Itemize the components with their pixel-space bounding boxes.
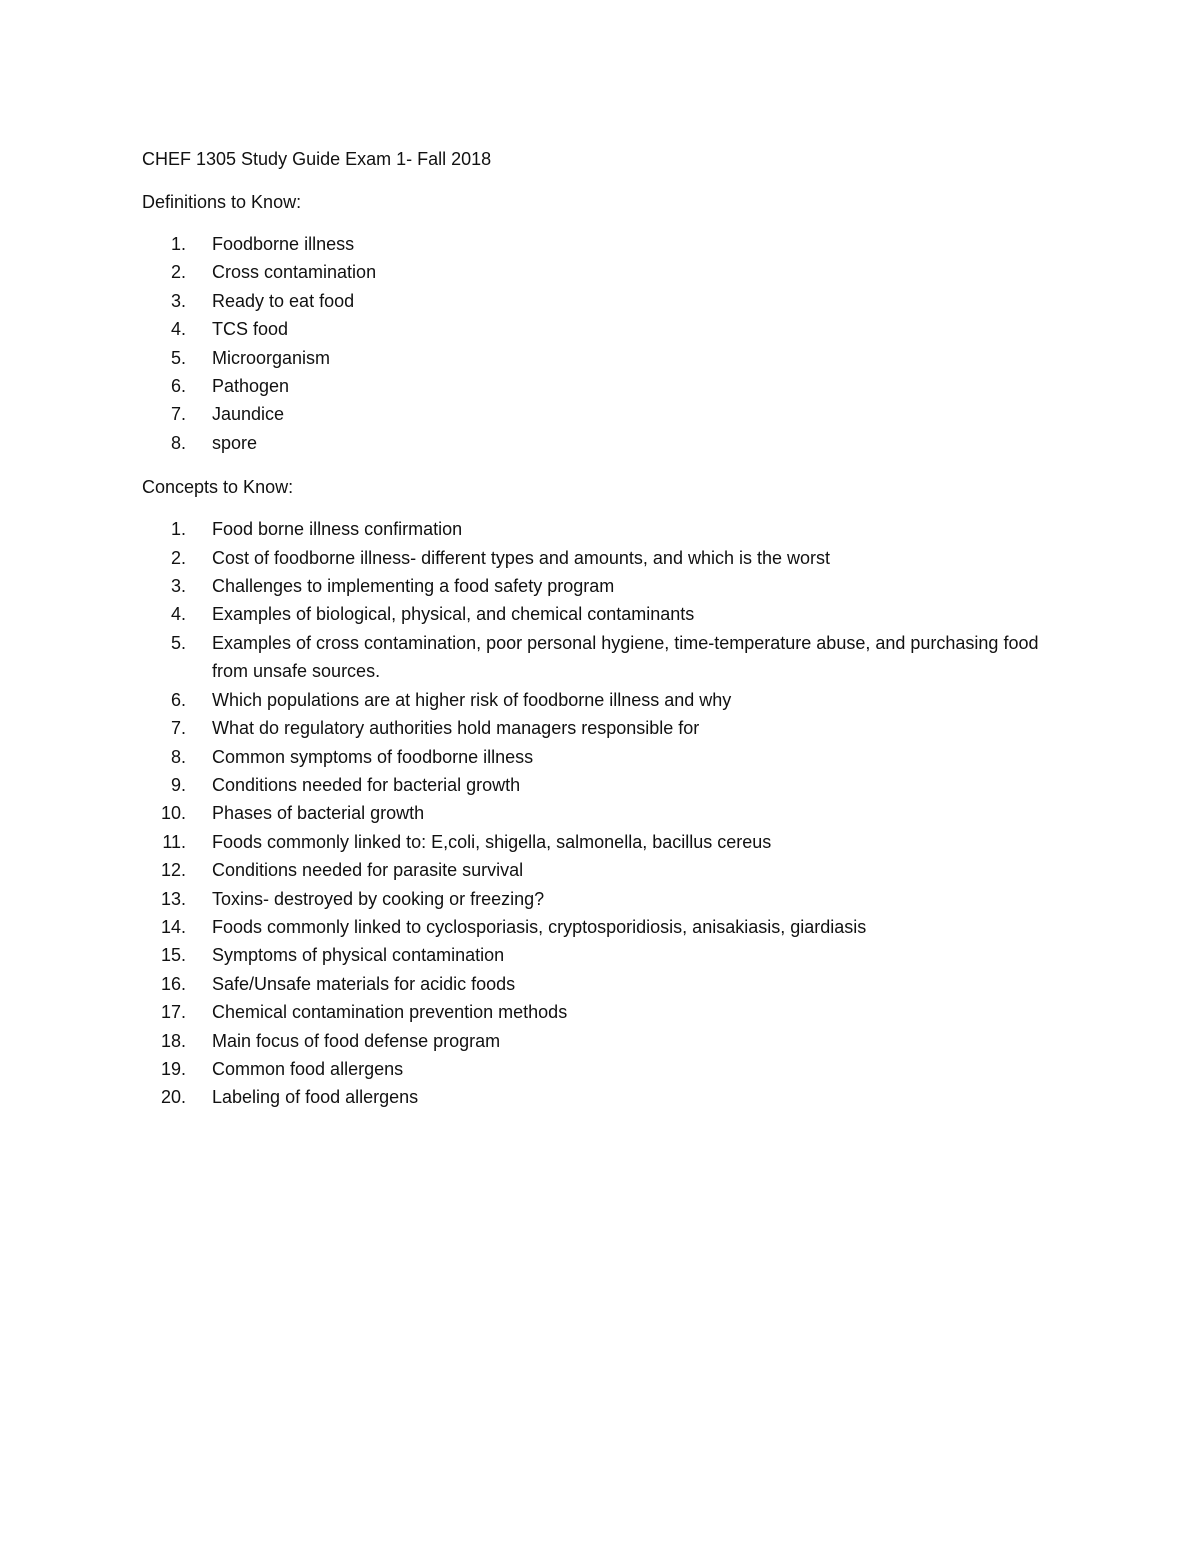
concept-item: [142, 544, 1042, 572]
concept-item-text: Safe/Unsafe materials for acidic foods: [212, 973, 516, 994]
concept-item-number: 20.: [160, 1087, 186, 1108]
concept-item: [142, 799, 1042, 827]
concept-item-text: Phases of bacterial growth: [212, 803, 425, 824]
concept-item: [142, 1055, 1042, 1083]
concept-item: [142, 771, 1042, 799]
definition-item: [142, 344, 1042, 372]
concept-item-number: 8.: [170, 746, 186, 767]
concept-item-number: 11.: [162, 831, 186, 852]
concept-item: [142, 1027, 1042, 1055]
concept-item: [142, 515, 1042, 543]
definition-item: [142, 287, 1042, 315]
concept-item-number: 19.: [160, 1058, 186, 1079]
concept-item-number: 18.: [160, 1030, 186, 1051]
definition-item: [142, 429, 1042, 457]
concept-item-text: Which populations are at higher risk of foodborne illness and why: [212, 689, 732, 710]
concepts-list: [142, 515, 1042, 1112]
concept-item: [142, 600, 1042, 628]
definition-item-text: spore: [212, 432, 258, 453]
definition-item: [142, 230, 1042, 258]
definition-item-text: Microorganism: [212, 347, 331, 368]
concept-item: [142, 629, 1042, 686]
document-title: CHEF 1305 Study Guide Exam 1- Fall 2018: [142, 149, 492, 169]
definition-item: [142, 372, 1042, 400]
concept-item: [142, 686, 1042, 714]
concept-item: [142, 885, 1042, 913]
concept-item-text: Examples of cross contamination, poor personal hygiene, time-temperature abuse, and purchasing food from unsafe sources.: [212, 632, 1039, 682]
concept-item: [142, 743, 1042, 771]
definition-item-text: Ready to eat food: [212, 290, 355, 311]
concept-item-text: Main focus of food defense program: [212, 1030, 501, 1051]
concept-item-number: 2.: [170, 547, 186, 568]
definition-item-number: 1.: [170, 234, 186, 254]
concept-item-text: Examples of biological, physical, and chemical contaminants: [212, 604, 695, 625]
concept-item-number: 9.: [170, 774, 186, 795]
definitions-heading: Definitions to Know:: [142, 192, 302, 212]
definition-item-text: Foodborne illness: [212, 234, 355, 254]
concept-item-text: Symptoms of physical contamination: [212, 945, 505, 966]
concept-item-text: Common symptoms of foodborne illness: [212, 746, 534, 767]
definition-item-number: 2.: [170, 262, 186, 283]
concepts-heading: Concepts to Know:: [142, 477, 294, 498]
definition-item: [142, 315, 1042, 343]
document-body: [142, 145, 1042, 1112]
definition-item-text: Pathogen: [212, 376, 290, 397]
concept-item-number: 15.: [160, 945, 186, 966]
concept-item-number: 1.: [170, 519, 186, 540]
concept-item-text: Conditions needed for parasite survival: [212, 860, 524, 881]
definition-item: [142, 400, 1042, 428]
concept-item: [142, 572, 1042, 600]
definition-item-text: TCS food: [212, 319, 289, 340]
concept-item-number: 3.: [170, 576, 186, 597]
concept-item-text: Toxins- destroyed by cooking or freezing?: [212, 888, 545, 909]
concept-item: [142, 970, 1042, 998]
concept-item-number: 17.: [160, 1002, 186, 1023]
definition-item-number: 4.: [170, 319, 186, 340]
concept-item-number: 16.: [160, 973, 186, 994]
concept-item-number: 12.: [160, 860, 186, 881]
concept-item: [142, 998, 1042, 1026]
concept-item-text: Food borne illness confirmation: [212, 519, 463, 540]
concept-item-text: Labeling of food allergens: [212, 1087, 419, 1108]
concept-item-number: 7.: [170, 718, 186, 739]
concept-item-text: Cost of foodborne illness- different types and amounts, and which is the worst: [212, 547, 831, 568]
concept-item-number: 5.: [170, 632, 186, 653]
concept-item-number: 13.: [160, 888, 186, 909]
concept-item: [142, 828, 1042, 856]
concept-item: [142, 856, 1042, 884]
definition-item-number: 8.: [170, 432, 186, 453]
definition-item-number: 3.: [170, 290, 186, 311]
concept-item-text: Chemical contamination prevention methods: [212, 1002, 568, 1023]
concept-item-text: Common food allergens: [212, 1058, 404, 1079]
definitions-list: [142, 230, 1042, 457]
concept-item: [142, 941, 1042, 969]
concept-item-number: 10.: [160, 803, 186, 824]
concept-item-number: 4.: [170, 604, 186, 625]
concept-item: [142, 1083, 1042, 1111]
concept-item-text: Challenges to implementing a food safety program: [212, 576, 615, 597]
definition-item-text: Cross contamination: [212, 262, 377, 283]
concept-item-number: 6.: [170, 689, 186, 710]
concept-item: [142, 714, 1042, 742]
definition-item-number: 6.: [170, 376, 186, 397]
concept-item-number: 14.: [160, 916, 186, 937]
definition-item-text: Jaundice: [212, 404, 285, 425]
concept-item-text: Conditions needed for bacterial growth: [212, 774, 521, 795]
concept-item: [142, 913, 1042, 941]
definition-item-number: 7.: [170, 404, 186, 425]
concept-item-text: Foods commonly linked to cyclosporiasis, cryptosporidiosis, anisakiasis, giardiasis: [212, 916, 867, 937]
concept-item-text: Foods commonly linked to: E,coli, shigella, salmonella, bacillus cereus: [212, 831, 772, 852]
definition-item: [142, 258, 1042, 286]
concept-item-text: What do regulatory authorities hold managers responsible for: [212, 718, 700, 739]
definition-item-number: 5.: [170, 347, 186, 368]
